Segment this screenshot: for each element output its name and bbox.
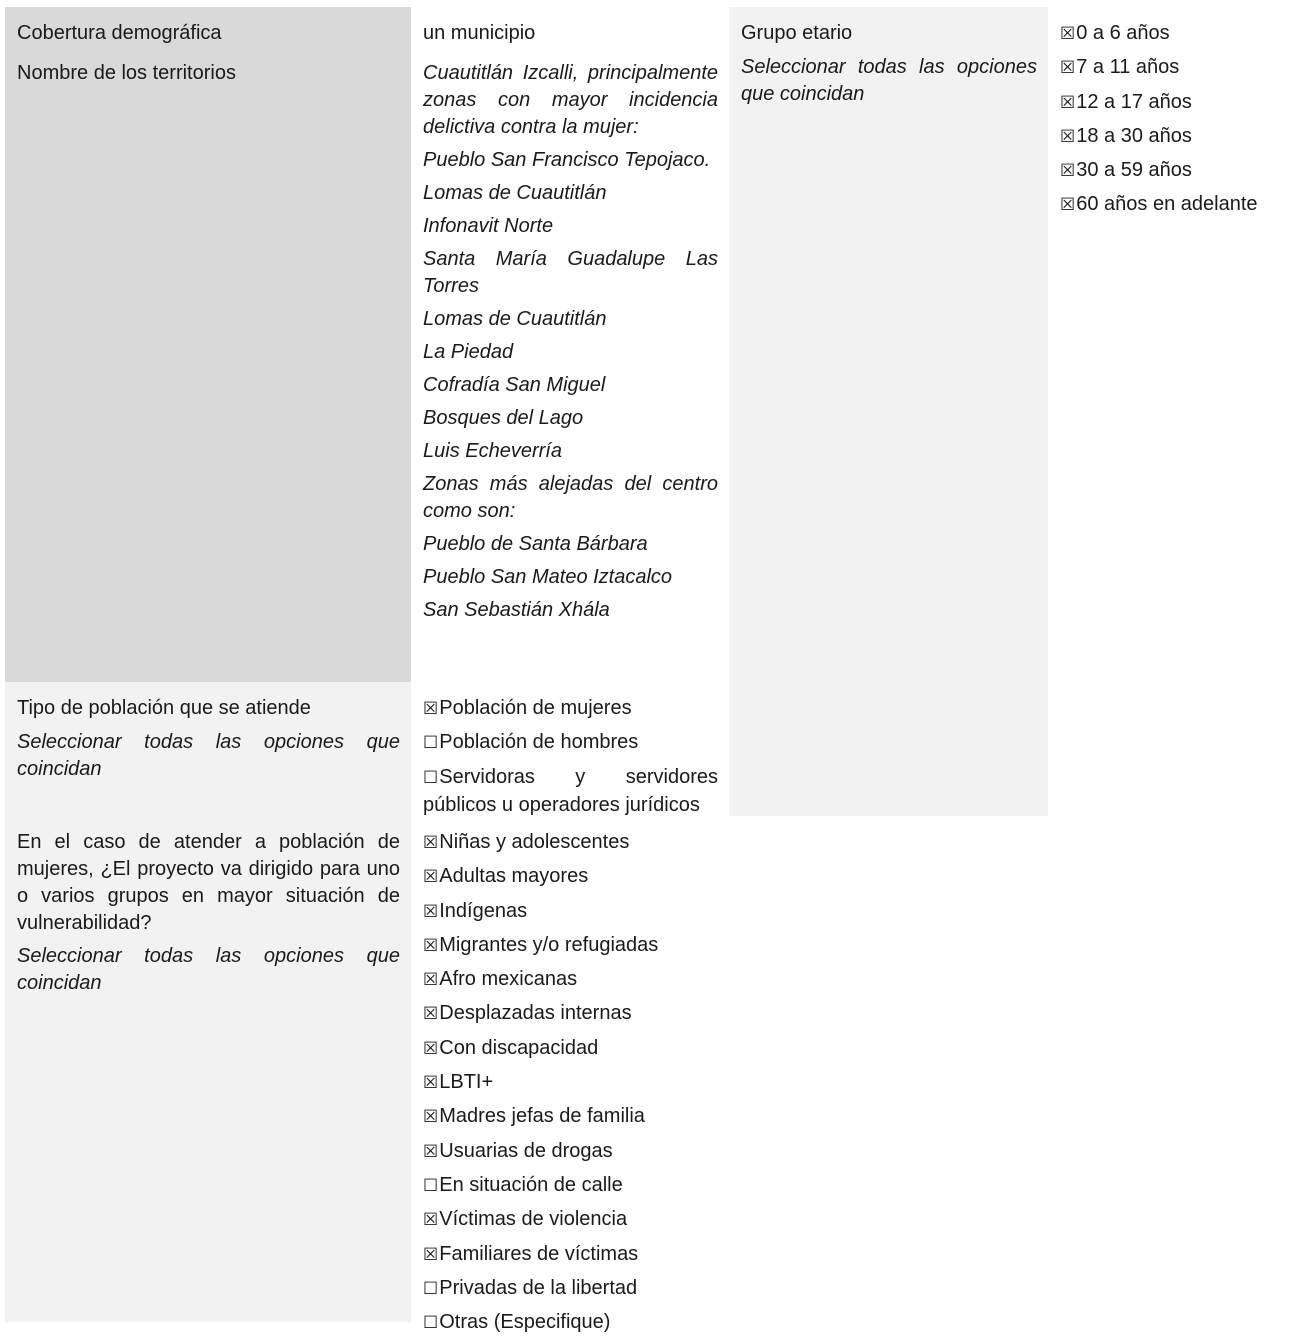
territory-item: Lomas de Cuautitlán (423, 308, 607, 330)
checked-box-icon[interactable]: ☒ (423, 935, 439, 956)
checkbox-label: 60 años en adelante (1076, 193, 1258, 216)
checkbox-option[interactable] (423, 863, 718, 891)
checked-box-icon[interactable]: ☒ (1060, 24, 1076, 44)
unchecked-box-icon[interactable]: ☐ (423, 1313, 439, 1334)
checkbox-option[interactable] (423, 1309, 718, 1337)
vulnerabilidad-options (423, 829, 718, 1337)
grupo-etario-label: Grupo etario (741, 22, 853, 44)
checked-box-icon[interactable]: ☒ (423, 1107, 439, 1128)
checked-box-icon[interactable]: ☒ (423, 867, 439, 888)
checkbox-label: Madres jefas de familia (439, 1105, 645, 1128)
checkbox-label: Servidoras y servidores públicos u operadores jurídicos (423, 765, 718, 816)
checkbox-label: Con discapacidad (439, 1036, 599, 1059)
checkbox-label: Migrantes y/o refugiadas (439, 933, 659, 956)
checked-box-icon[interactable]: ☒ (1060, 92, 1076, 113)
checkbox-option[interactable] (423, 898, 718, 926)
checkbox-option[interactable] (423, 1069, 718, 1097)
checked-box-icon[interactable]: ☒ (1060, 58, 1076, 79)
territory-item: Pueblo San Francisco Tepojaco. (423, 149, 711, 171)
checkbox-label: 0 a 6 años (1076, 22, 1170, 44)
unchecked-box-icon[interactable]: ☐ (423, 1175, 439, 1196)
checkbox-option[interactable] (423, 1103, 718, 1131)
unchecked-box-icon[interactable]: ☐ (423, 767, 439, 788)
checkbox-option[interactable] (423, 1000, 718, 1028)
checkbox-label: Indígenas (439, 899, 528, 922)
checkbox-option[interactable] (423, 695, 718, 723)
checkbox-option[interactable] (423, 764, 718, 819)
checkbox-label: Población de hombres (439, 731, 639, 754)
checkbox-option[interactable] (423, 1241, 718, 1269)
cobertura-label-cell (5, 7, 411, 682)
checkbox-option[interactable] (1060, 20, 1297, 48)
checkbox-option[interactable] (1060, 89, 1297, 117)
checkbox-option[interactable] (423, 932, 718, 960)
tipo-poblacion-options-cell (411, 682, 729, 816)
checkbox-label: LBTI+ (439, 1071, 494, 1094)
grupo-etario-options (1060, 20, 1297, 219)
checkbox-option[interactable] (423, 729, 718, 757)
checkbox-option[interactable] (1060, 157, 1297, 185)
checkbox-option[interactable] (423, 966, 718, 994)
checkbox-option[interactable] (423, 1035, 718, 1063)
grupo-etario-options-cell (1048, 7, 1308, 227)
checkbox-option[interactable] (423, 1138, 718, 1166)
checkbox-label: Usuarias de drogas (439, 1139, 613, 1162)
checkbox-label: Niñas y adolescentes (439, 831, 630, 853)
checkbox-label: Víctimas de violencia (439, 1208, 628, 1231)
checkbox-option[interactable] (423, 1206, 718, 1234)
checked-box-icon[interactable]: ☒ (423, 699, 439, 719)
tipo-poblacion-hint: Seleccionar todas las opciones que coincidan (17, 731, 400, 780)
grupo-etario-hint: Seleccionar todas las opciones que coincidan (741, 56, 1037, 105)
checkbox-option[interactable] (1060, 54, 1297, 82)
territory-item: La Piedad (423, 341, 514, 363)
checked-box-icon[interactable]: ☒ (423, 970, 439, 991)
territorios-intro-2: Zonas más alejadas del centro como son: (423, 473, 718, 522)
checkbox-label: Familiares de víctimas (439, 1242, 639, 1265)
checked-box-icon[interactable]: ☒ (1060, 161, 1076, 182)
checkbox-label: Población de mujeres (439, 697, 632, 719)
territory-item: Pueblo de Santa Bárbara (423, 533, 648, 555)
checked-box-icon[interactable]: ☒ (1060, 195, 1076, 216)
checked-box-icon[interactable]: ☒ (423, 901, 439, 922)
territory-item: Lomas de Cuautitlán (423, 182, 607, 204)
checked-box-icon[interactable]: ☒ (1060, 126, 1076, 147)
checked-box-icon[interactable]: ☒ (423, 1038, 439, 1059)
unchecked-box-icon[interactable]: ☐ (423, 733, 439, 754)
checkbox-label: Otras (Especifique) (439, 1311, 611, 1334)
vulnerabilidad-label-cell (5, 816, 411, 1322)
cobertura-value: un municipio (423, 22, 536, 44)
checked-box-icon[interactable]: ☒ (423, 1210, 439, 1231)
checkbox-option[interactable] (423, 829, 718, 857)
checked-box-icon[interactable]: ☒ (423, 1244, 439, 1265)
checkbox-label: 7 a 11 años (1076, 56, 1180, 79)
checkbox-label: Desplazadas internas (439, 1002, 632, 1025)
vulnerabilidad-options-cell (411, 816, 729, 1334)
checkbox-label: En situación de calle (439, 1173, 623, 1196)
checkbox-label: 30 a 59 años (1076, 159, 1192, 182)
territorios-list-2 (423, 531, 718, 624)
cobertura-label: Cobertura demográfica (17, 22, 222, 44)
territory-item: Bosques del Lago (423, 407, 584, 429)
tipo-poblacion-label: Tipo de población que se atiende (17, 697, 311, 719)
territory-item: Luis Echeverría (423, 440, 562, 462)
checked-box-icon[interactable]: ☒ (423, 833, 439, 853)
unchecked-box-icon[interactable]: ☐ (423, 1278, 439, 1299)
tipo-poblacion-options (423, 695, 718, 819)
territorios-label: Nombre de los territorios (17, 62, 236, 84)
checkbox-option[interactable] (1060, 123, 1297, 151)
territorios-list (423, 147, 718, 465)
checkbox-label: 18 a 30 años (1076, 124, 1192, 147)
cobertura-value-cell (411, 7, 729, 682)
checkbox-option[interactable] (423, 1275, 718, 1303)
checked-box-icon[interactable]: ☒ (423, 1073, 439, 1094)
checkbox-label: 12 a 17 años (1076, 90, 1192, 113)
vulnerabilidad-hint: Seleccionar todas las opciones que coincidan (17, 945, 400, 994)
checkbox-option[interactable] (1060, 191, 1297, 219)
territory-item: San Sebastián Xhála (423, 599, 610, 621)
territory-item: Cofradía San Miguel (423, 374, 606, 396)
tipo-poblacion-label-cell (5, 682, 411, 816)
territory-item: Pueblo San Mateo Iztacalco (423, 566, 673, 588)
checkbox-label: Privadas de la libertad (439, 1276, 638, 1299)
checkbox-option[interactable] (423, 1172, 718, 1200)
territory-item: Santa María Guadalupe Las Torres (423, 248, 718, 297)
territory-item: Infonavit Norte (423, 215, 554, 237)
territorios-intro: Cuautitlán Izcalli, principalmente zonas con mayor incidencia delictiva contra la mujer: (423, 62, 718, 138)
checkbox-label: Adultas mayores (439, 865, 589, 888)
checked-box-icon[interactable]: ☒ (423, 1141, 439, 1162)
vulnerabilidad-label: En el caso de atender a población de mujeres, ¿El proyecto va dirigido para uno o varios grupos en mayor situación de vulnerabilidad? (17, 831, 400, 934)
grupo-etario-label-cell (729, 7, 1048, 816)
checkbox-label: Afro mexicanas (439, 968, 578, 991)
checked-box-icon[interactable]: ☒ (423, 1004, 439, 1025)
